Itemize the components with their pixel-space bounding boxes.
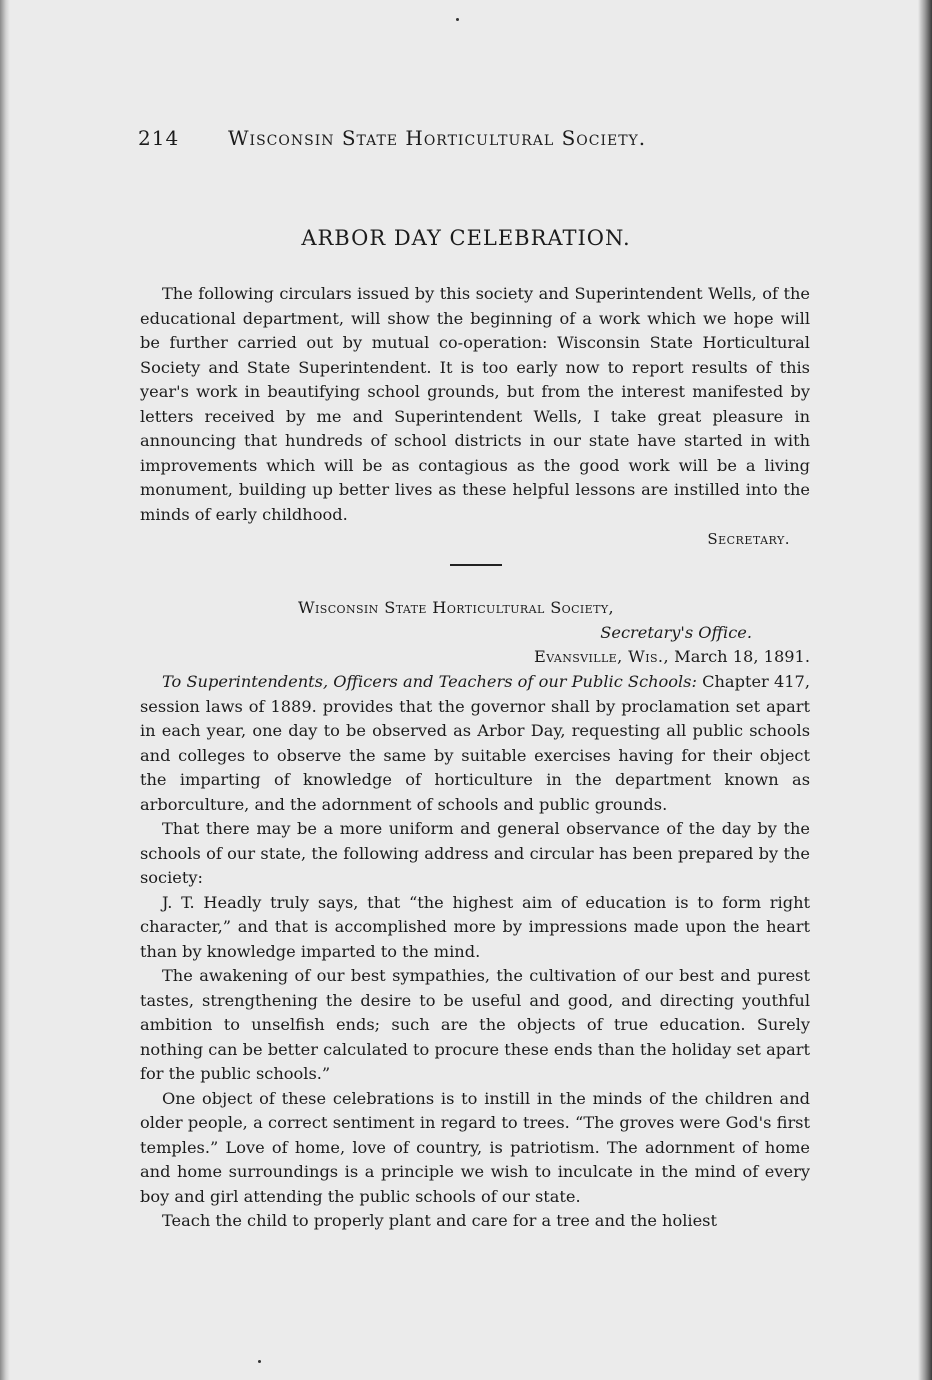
letter-paragraph-3: J. T. Headly truly says, that “the highest aim of education is to form right character,” and that is accomplished more by impressions made upon the heart than by knowledge imparted to the mind.: [140, 892, 810, 961]
letter-org: Wisconsin State Horticultural Society,: [298, 598, 615, 617]
running-header: [138, 126, 738, 150]
intro-paragraph: The following circulars issued by this society and Superintendent Wells, of the educational department, will show the beginning of a work which we hope will be further carried out by mutual co-operation: Wisconsin State Horticultural Society and State Superintendent. It is too early now to report results of this year's work in beautifying school grounds, but from the interest manifested by letters received by me and Superintendent Wells, I take great pleasure in announcing that hundreds of school districts in our state have started in with improvements which will be as contagious as the good work will be a living monument, building up better lives as these helpful lessons are instilled into the minds of early childhood.: [140, 284, 810, 524]
letter-addressee: To Superintendents, Officers and Teachers of our Public Schools:: [162, 672, 697, 691]
letter-paragraph-1: [140, 670, 810, 817]
letter-date: March 18, 1891.: [674, 647, 810, 666]
article-title: ARBOR DAY CELEBRATION.: [301, 226, 631, 250]
scan-speck: [258, 1360, 261, 1363]
intro-section: [140, 282, 810, 552]
letter-place: Evansville, Wis.,: [534, 647, 669, 666]
letter-heading: [140, 596, 810, 670]
letter-place-date: [140, 645, 810, 670]
letter-paragraph-2: That there may be a more uniform and general observance of the day by the schools of our state, the following address and circular has been prepared by the society:: [140, 819, 810, 887]
page-number: 214: [138, 126, 180, 150]
section-divider: [450, 564, 502, 566]
running-head-title: Wisconsin State Horticultural Society.: [228, 126, 647, 150]
scan-speck: [456, 18, 459, 21]
letter-body: [140, 670, 810, 1234]
letter-paragraph-4: The awakening of our best sympathies, the cultivation of our best and purest tastes, strengthening the desire to be useful and good, and directing youthful ambition to unselfish ends; such are the objects of true education. Surely nothing can be better calculated to procure these ends than the holiday set apart for the public schools.”: [140, 966, 810, 1083]
page-left-edge-shadow: [0, 0, 10, 1380]
letter-paragraph-6: Teach the child to properly plant and care for a tree and the holiest: [162, 1211, 717, 1230]
letter-office: Secretary's Office.: [600, 622, 752, 642]
page-right-edge-shadow: [918, 0, 932, 1380]
secretary-signature: Secretary.: [707, 530, 790, 548]
letter-paragraph-5: One object of these celebrations is to instill in the minds of the children and older people, a correct sentiment in regard to trees. “The groves were God's first temples.” Love of home, love of country, is patriotism. The adornment of home and home surroundings is a principle we wish to inculcate in the mind of every boy and girl attending the public schools of our state.: [140, 1088, 810, 1206]
letter-paragraph-1-text: Chapter 417, session laws of 1889. provides that the governor shall by proclamation set apart in each year, one day to be observed as Arbor Day, requesting all public schools and colleges to observe the same by suitable exercises having for their object the imparting of knowledge of horticulture in the department known as arborculture, and the adornment of schools and public grounds.: [140, 672, 810, 814]
